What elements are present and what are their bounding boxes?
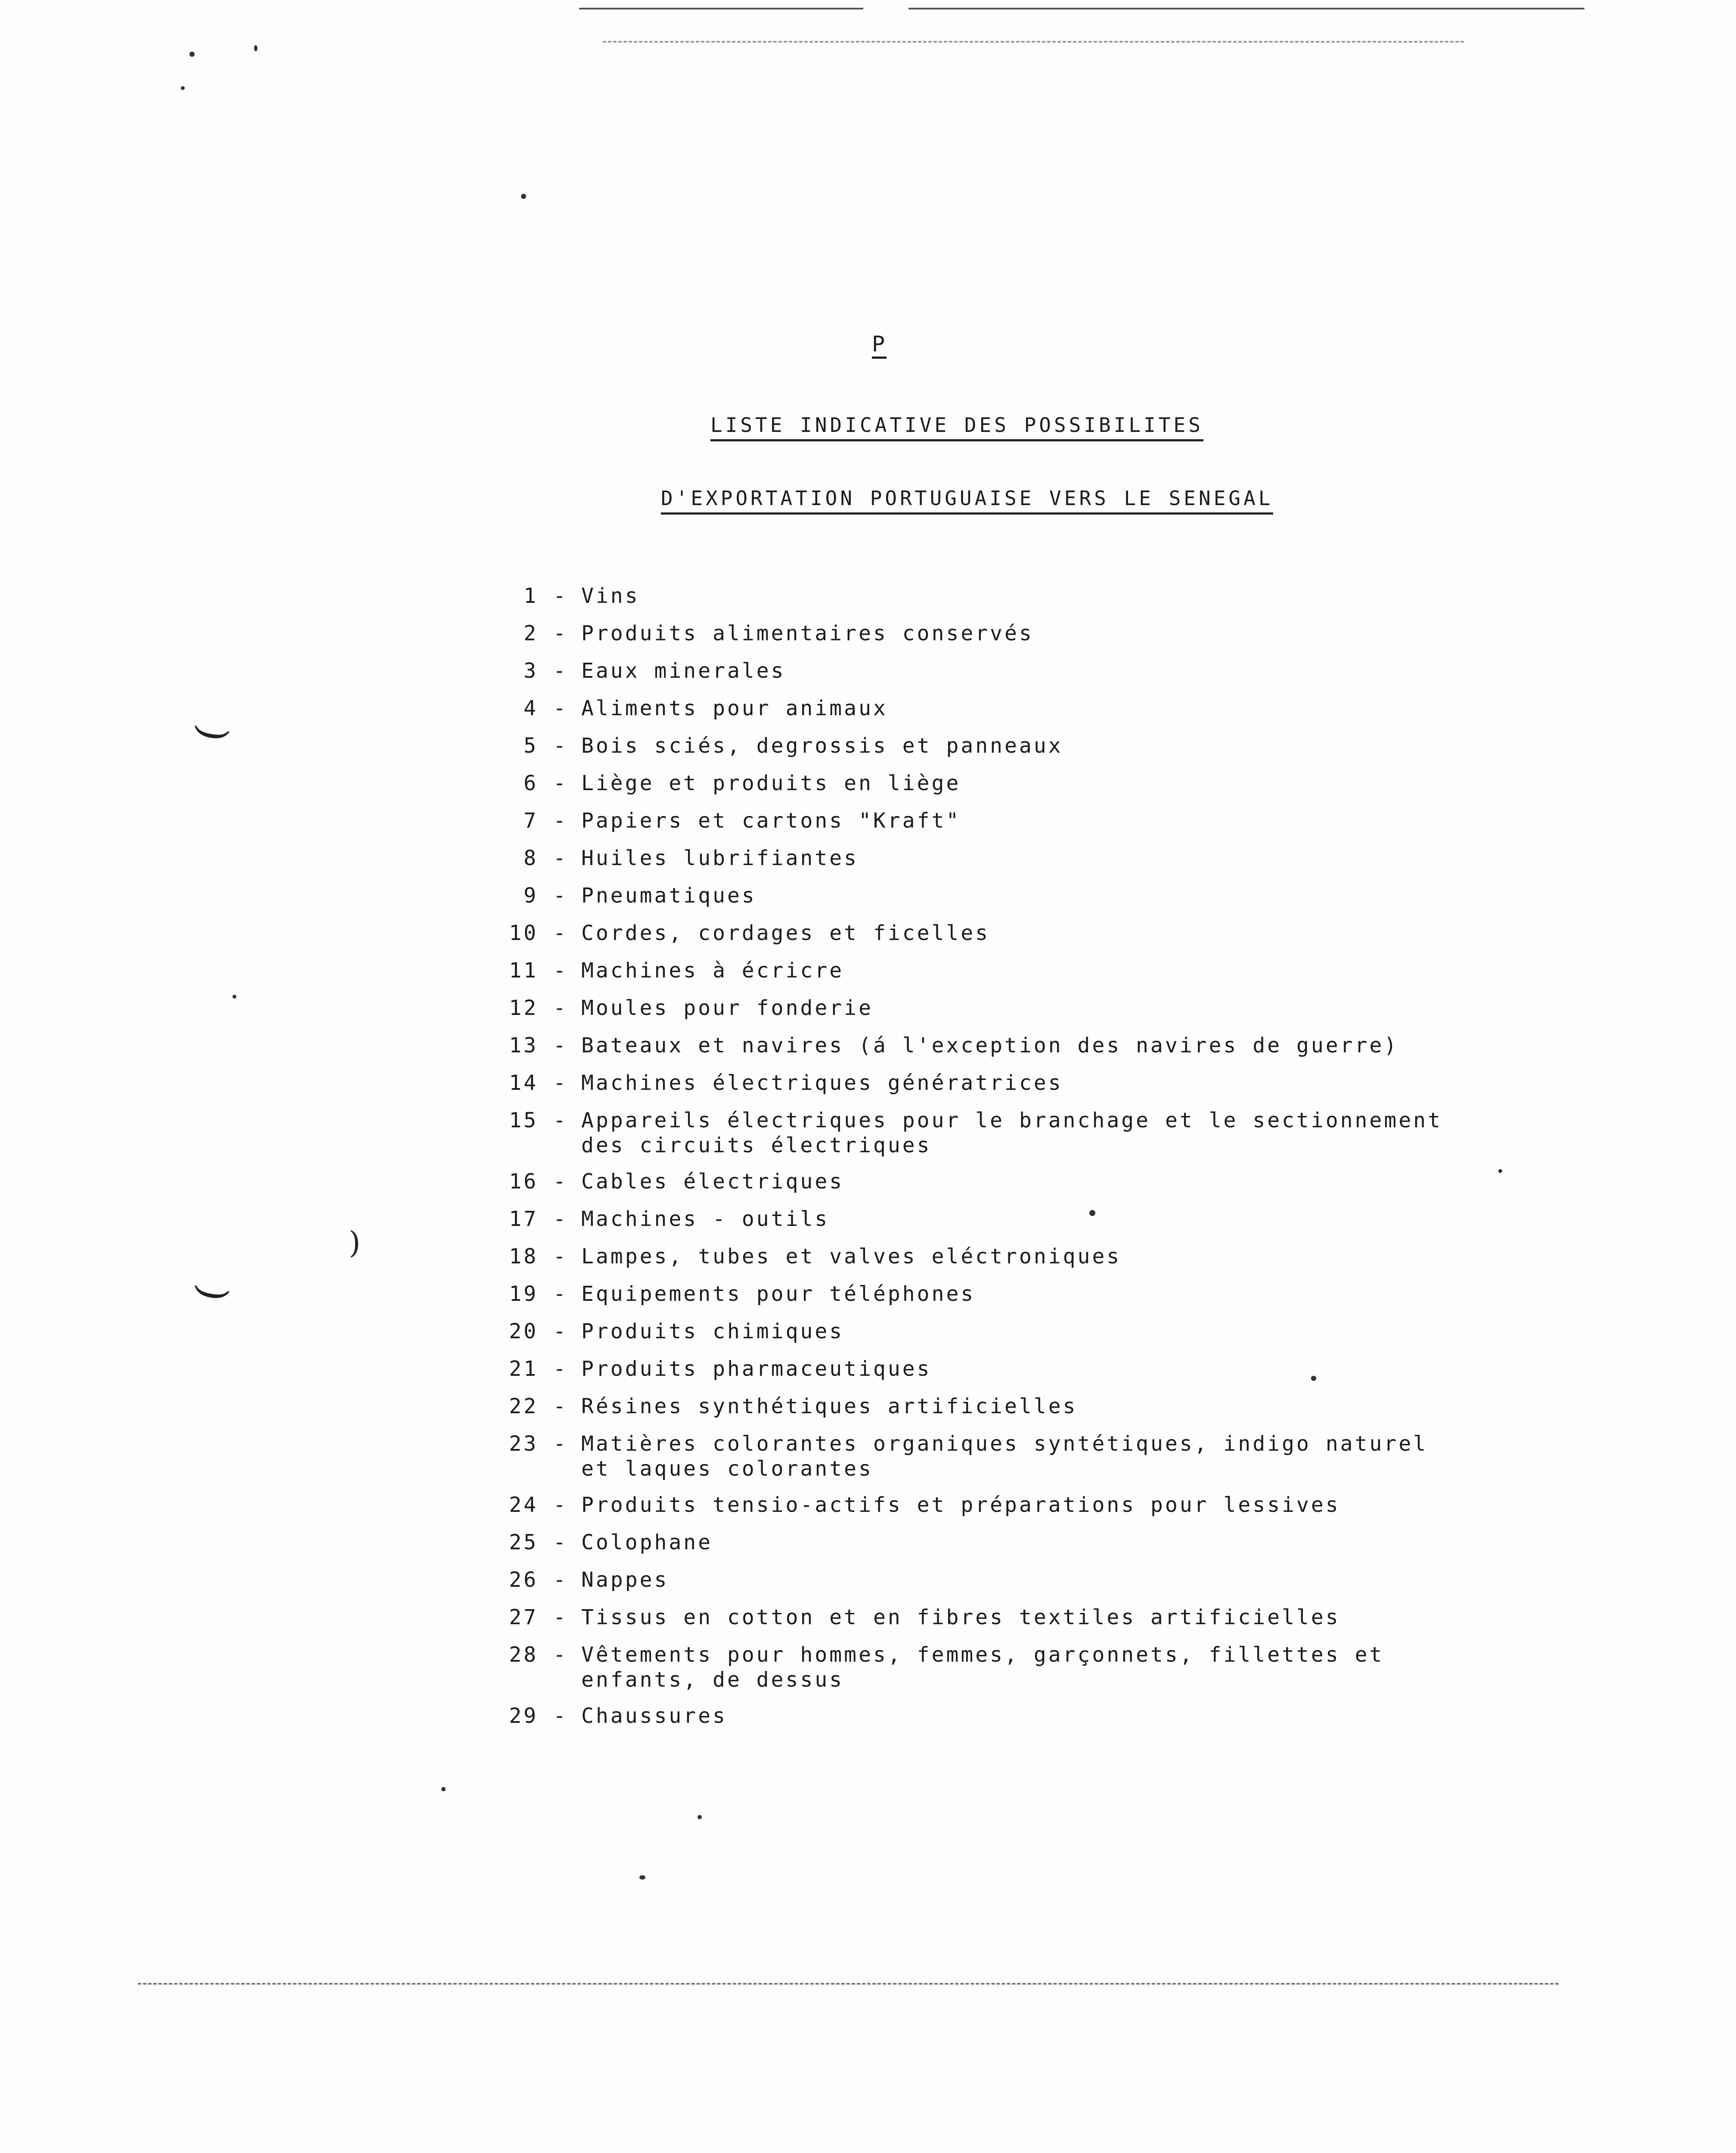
scan-speck (441, 1787, 446, 1791)
item-dash: - (553, 696, 568, 720)
list-item (474, 996, 1498, 1033)
item-text (581, 621, 1034, 646)
item-text (581, 1642, 1384, 1692)
item-number: 14 (509, 1071, 538, 1095)
item-text (581, 1070, 1063, 1095)
item-label: Produits pharmaceutiques (581, 1357, 932, 1381)
list-item (474, 1070, 1498, 1108)
item-number: 6 (524, 771, 538, 795)
item-dash: - (553, 809, 568, 833)
item-label: Liège et produits en liège (581, 771, 961, 795)
item-text (581, 996, 873, 1021)
heading-subtitle: D'EXPORTATION PORTUGUAISE VERS LE SENEGAL (661, 487, 1273, 515)
item-dash: - (553, 1033, 568, 1058)
scan-dash-line-bottom (138, 1983, 1559, 1985)
scan-speck (698, 1815, 702, 1819)
item-dash: - (553, 921, 568, 945)
item-label-continuation: des circuits électriques (581, 1133, 932, 1157)
item-text (581, 846, 859, 871)
list-item (474, 883, 1498, 921)
item-text (581, 1207, 829, 1232)
item-label-continuation: et laques colorantes (581, 1457, 873, 1481)
list-item (474, 733, 1498, 771)
scan-top-rule-right (908, 8, 1584, 9)
list-item (474, 1492, 1498, 1530)
item-dash: - (553, 1605, 568, 1629)
item-number: 24 (509, 1493, 538, 1517)
item-dash: - (553, 1244, 568, 1269)
item-label: Lampes, tubes et valves eléctroniques (581, 1244, 1122, 1269)
item-dash: - (553, 659, 568, 683)
list-item (474, 658, 1498, 696)
list-item (474, 1703, 1498, 1741)
item-number: 9 (524, 884, 538, 908)
item-dash: - (553, 1530, 568, 1554)
item-number: 26 (509, 1568, 538, 1592)
page-letter: P (872, 332, 887, 357)
item-dash: - (553, 1704, 568, 1728)
item-label: Papiers et cartons "Kraft" (581, 809, 961, 833)
list-item (474, 1567, 1498, 1605)
item-text (581, 1319, 844, 1344)
scan-margin-mark: ( (186, 1281, 234, 1304)
list-item (474, 771, 1498, 808)
list-item (474, 1431, 1498, 1492)
item-number: 27 (509, 1605, 538, 1629)
list-item (474, 1394, 1498, 1431)
item-dash: - (553, 734, 568, 758)
list-item (474, 1244, 1498, 1281)
item-text (581, 771, 961, 796)
scan-top-rule-left (579, 8, 863, 9)
item-number: 7 (524, 809, 538, 833)
item-label: Vêtements pour hommes, femmes, garçonnets, fillettes et (581, 1643, 1384, 1667)
item-dash: - (553, 1319, 568, 1343)
list-item (474, 846, 1498, 883)
list-item (474, 1281, 1498, 1319)
item-label: Huiles lubrifiantes (581, 846, 859, 870)
item-text (581, 1530, 713, 1555)
list-item (474, 808, 1498, 846)
item-dash: - (553, 1207, 568, 1231)
item-label: Bois sciés, degrossis et panneaux (581, 734, 1063, 758)
item-label: Bateaux et navires (á l'exception des navires de guerre) (581, 1033, 1399, 1058)
item-dash: - (553, 1108, 568, 1132)
item-text (581, 696, 888, 721)
item-text (581, 808, 961, 833)
item-label: Machines à écricre (581, 959, 844, 983)
item-number: 17 (509, 1207, 538, 1231)
list-item (474, 958, 1498, 996)
item-label: Produits chimiques (581, 1319, 844, 1343)
item-label: Equipements pour téléphones (581, 1282, 976, 1306)
scan-margin-mark: ( (186, 722, 234, 745)
item-number: 21 (509, 1357, 538, 1381)
item-dash: - (553, 1170, 568, 1194)
item-text (581, 1281, 975, 1306)
item-number: 18 (509, 1244, 538, 1269)
item-label: Moules pour fonderie (581, 996, 873, 1020)
item-label: Cables électriques (581, 1170, 844, 1194)
item-text (581, 1394, 1078, 1419)
item-label: Machines électriques génératrices (581, 1071, 1063, 1095)
item-number: 10 (509, 921, 538, 945)
scan-speck (521, 194, 526, 199)
item-dash: - (553, 996, 568, 1020)
item-text (581, 583, 640, 608)
item-dash: - (553, 1568, 568, 1592)
item-label: Vins (581, 584, 640, 608)
item-dash: - (553, 621, 568, 645)
list-item (474, 1530, 1498, 1567)
item-number: 23 (509, 1432, 538, 1456)
item-text (581, 658, 786, 683)
item-number: 5 (524, 734, 538, 758)
item-number: 22 (509, 1394, 538, 1418)
item-number: 1 (524, 584, 538, 608)
item-number: 16 (509, 1170, 538, 1194)
item-label: Matières colorantes organiques syntétiques, indigo naturel (581, 1432, 1428, 1456)
item-label: Machines - outils (581, 1207, 830, 1231)
item-label: Eaux minerales (581, 659, 786, 683)
scan-dash-line-top (603, 41, 1464, 43)
item-number: 19 (509, 1282, 538, 1306)
scan-speck (254, 45, 257, 51)
item-text (581, 1567, 669, 1592)
item-text (581, 733, 1063, 758)
item-label-continuation: enfants, de dessus (581, 1668, 844, 1692)
item-label: Résines synthétiques artificielles (581, 1394, 1078, 1418)
scan-speck (189, 52, 195, 57)
item-text (581, 1356, 932, 1381)
scan-speck (639, 1875, 645, 1880)
item-text (581, 1703, 727, 1728)
list-item (474, 1356, 1498, 1394)
list-item (474, 1033, 1498, 1070)
item-dash: - (553, 1071, 568, 1095)
item-label: Appareils électriques pour le branchage et le sectionnement (581, 1108, 1443, 1132)
item-number: 4 (524, 696, 538, 720)
item-dash: - (553, 1643, 568, 1667)
list-item (474, 1642, 1498, 1703)
item-dash: - (553, 1282, 568, 1306)
item-dash: - (553, 771, 568, 795)
item-dash: - (553, 1357, 568, 1381)
heading-title: LISTE INDICATIVE DES POSSIBILITES (710, 413, 1203, 441)
item-text (581, 958, 844, 983)
item-text (581, 883, 756, 908)
item-number: 11 (509, 959, 538, 983)
item-label: Produits alimentaires conservés (581, 621, 1034, 645)
item-number: 3 (524, 659, 538, 683)
item-text (581, 1492, 1340, 1517)
item-dash: - (553, 884, 568, 908)
item-text (581, 921, 990, 946)
list-item (474, 583, 1498, 621)
item-number: 29 (509, 1704, 538, 1728)
item-number: 25 (509, 1530, 538, 1554)
item-dash: - (553, 959, 568, 983)
item-label: Cordes, cordages et ficelles (581, 921, 990, 945)
list-item (474, 921, 1498, 958)
item-label: Tissus en cotton et en fibres textiles artificielles (581, 1605, 1340, 1629)
scan-speck (232, 995, 236, 999)
item-number: 2 (524, 621, 538, 645)
item-text (581, 1033, 1398, 1058)
item-text (581, 1169, 844, 1194)
item-label: Chaussures (581, 1704, 727, 1728)
item-label: Colophane (581, 1530, 713, 1554)
list-item (474, 1319, 1498, 1356)
item-text (581, 1108, 1442, 1158)
item-label: Pneumatiques (581, 884, 756, 908)
item-text (581, 1605, 1340, 1630)
list-item (474, 1108, 1498, 1169)
list-item (474, 696, 1498, 733)
list-item (474, 1169, 1498, 1207)
scan-speck (1498, 1169, 1502, 1173)
item-number: 20 (509, 1319, 538, 1343)
item-dash: - (553, 1493, 568, 1517)
item-number: 28 (509, 1643, 538, 1667)
list-item (474, 621, 1498, 658)
item-label: Aliments pour animaux (581, 696, 888, 720)
item-label: Produits tensio-actifs et préparations pour lessives (581, 1493, 1340, 1517)
item-text (581, 1431, 1428, 1481)
item-dash: - (553, 584, 568, 608)
item-label: Nappes (581, 1568, 669, 1592)
list-item (474, 1207, 1498, 1244)
item-text (581, 1244, 1121, 1269)
item-dash: - (553, 1394, 568, 1418)
item-dash: - (553, 846, 568, 870)
scan-speck (181, 86, 185, 90)
scan-margin-mark: ) (349, 1225, 361, 1260)
list-item (474, 1605, 1498, 1642)
item-number: 15 (509, 1108, 538, 1132)
item-number: 8 (524, 846, 538, 870)
item-number: 12 (509, 996, 538, 1020)
export-list (474, 583, 1498, 1741)
item-number: 13 (509, 1033, 538, 1058)
item-dash: - (553, 1432, 568, 1456)
